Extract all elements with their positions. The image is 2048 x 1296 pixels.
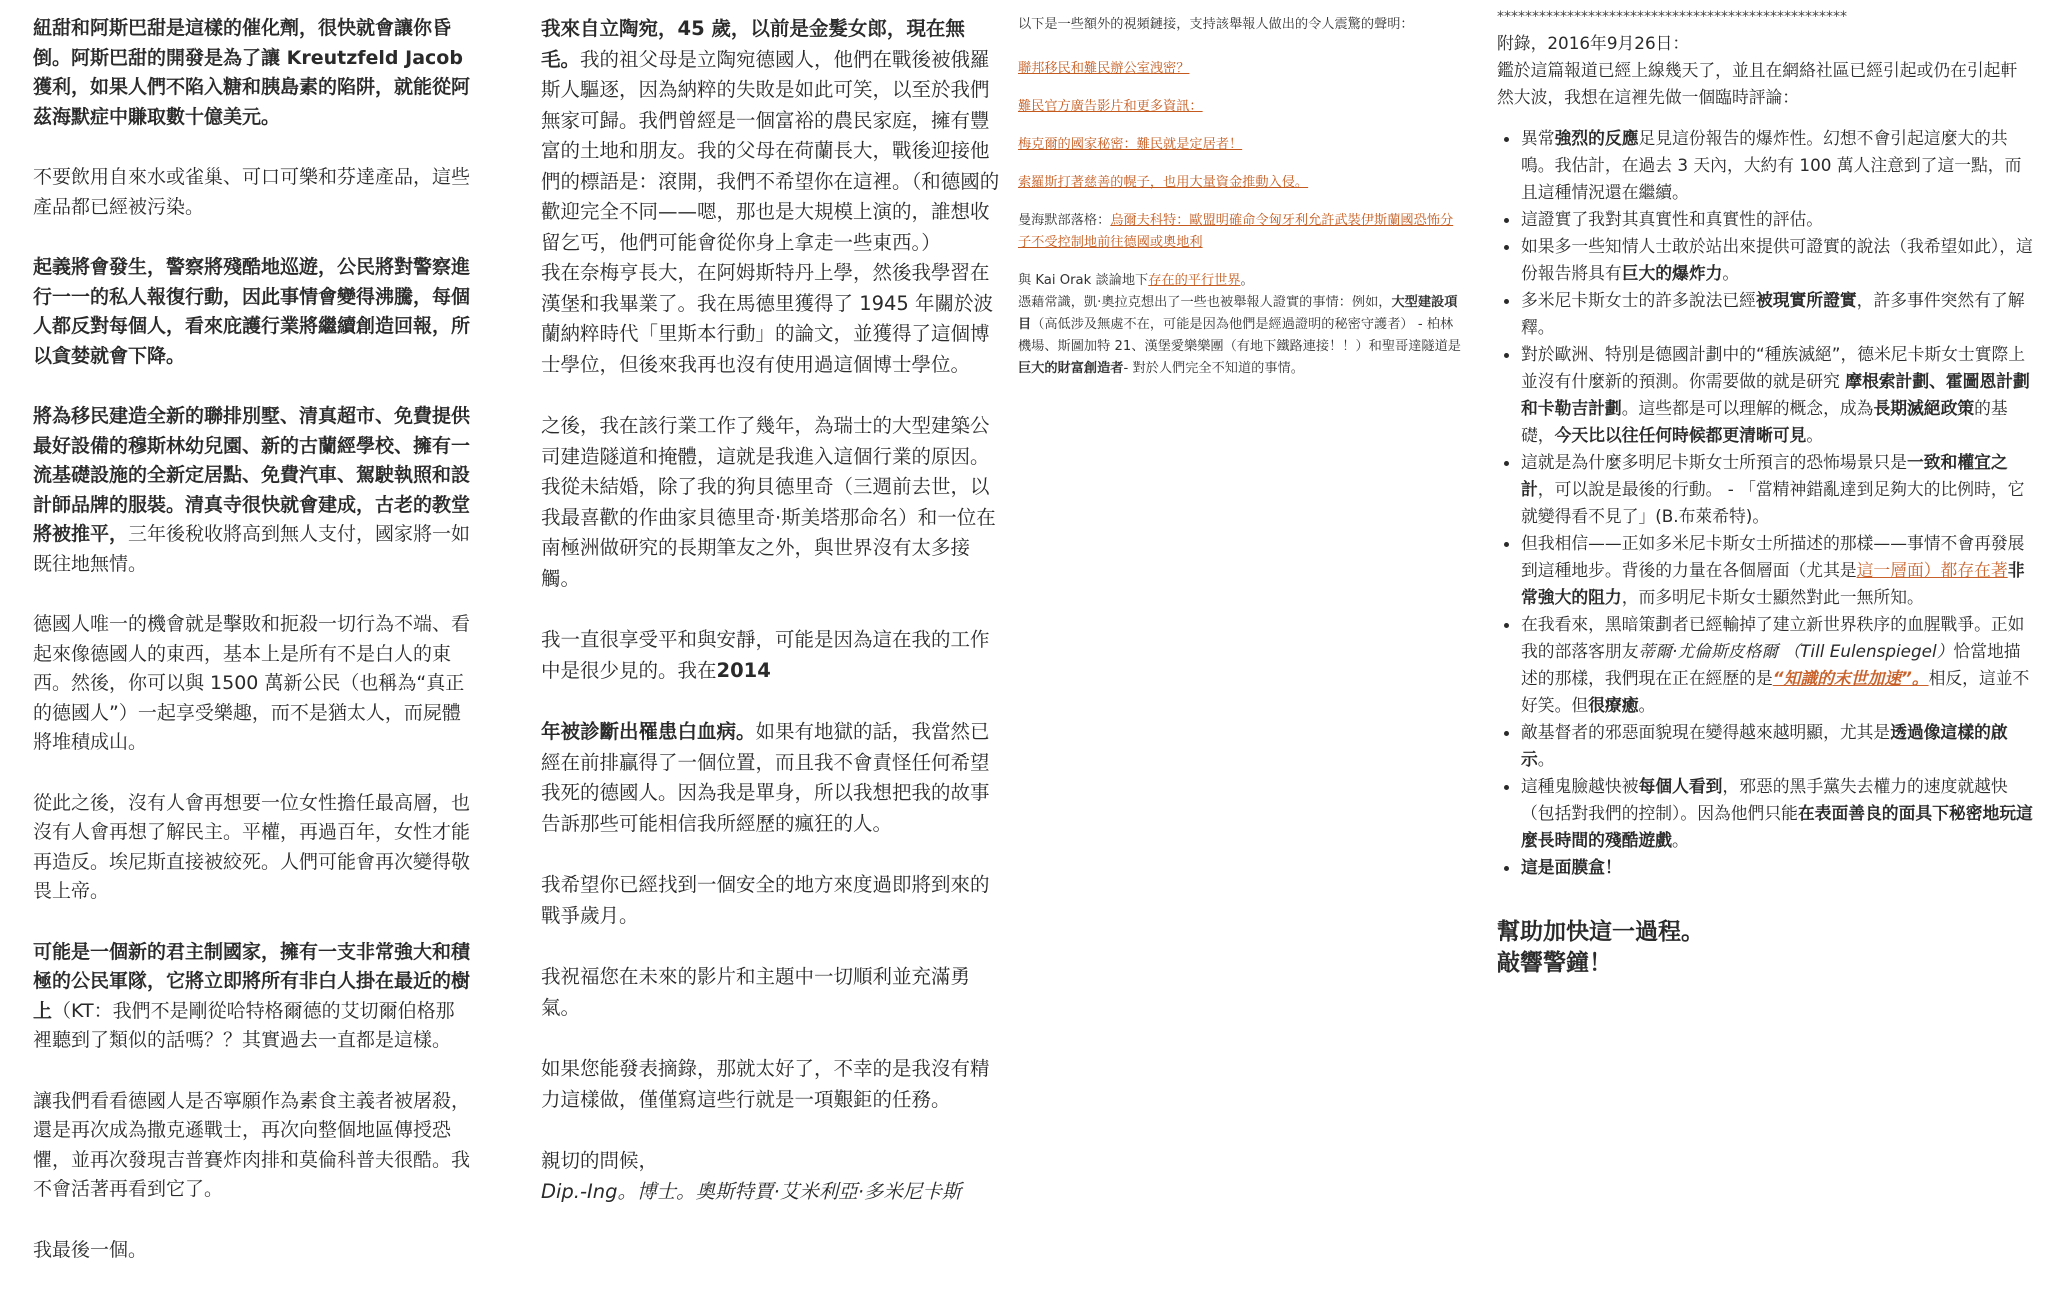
text: ，許多事件突然有了解釋。 xyxy=(1521,290,2025,337)
text: 但我相信——正如多米尼卡斯女士所描述的那樣——事情不會再發展到這種地步。背後的力量在各個層面（尤其是 xyxy=(1521,533,2025,580)
text: 如果有地獄的話，我當然已經在前排贏得了一個位置，而且我不會責怪任何希望我死的德國人。因為我是單身，所以我想把我的故事告訴那些可能相信我所經歷的瘋狂的人。 xyxy=(541,720,990,835)
list-item xyxy=(1521,611,2033,719)
text: 在我看來，黑暗策劃者已經輸掉了建立新世界秩序的血腥戰爭。正如我的部落客朋友 xyxy=(1521,614,2025,661)
paragraph: 德國人唯一的機會就是擊敗和扼殺一切行為不端、看起來像德國人的東西，基本上是所有不是白人的東西。然後，你可以與 1500 萬新公民（也稱為“真正的德國人”）一起享受樂趣，而不是猶太人，而屍體將堆積成山。 xyxy=(33,613,471,753)
list-item xyxy=(1521,719,2033,773)
appendix-heading: 附錄，2016年9月26日： xyxy=(1497,33,1690,53)
bold-text: 摩根索計劃、霍圖恩計劃和卡勒吉計劃 xyxy=(1521,371,2030,418)
list-item xyxy=(1521,449,2033,530)
paragraph: 我希望你已經找到一個安全的地方來度過即將到來的戰爭歲月。 xyxy=(541,873,990,927)
bold-text: 巨大的財富創造者 xyxy=(1018,361,1124,376)
bold-text: 被現實所證實 xyxy=(1755,290,1857,310)
paragraph: 我祝福您在未來的影片和主題中一切順利並充滿勇氣。 xyxy=(541,965,971,1019)
bold-text: 長期滅絕政策 xyxy=(1873,398,1975,418)
bold-text: 在表面善良的面具下秘密地玩這麼長時間的殘酷遊戲 xyxy=(1521,803,2033,850)
text: 。 xyxy=(1672,830,1689,850)
text: 這就是為什麼多明尼卡斯女士所預言的恐怖場景只是 xyxy=(1521,452,1907,472)
bold-text: 我來自立陶宛，45 歲，以前是金髮女郎，現在無毛。 xyxy=(541,17,965,71)
column-2 xyxy=(541,14,1003,1207)
list-item xyxy=(1521,773,2033,854)
list-item xyxy=(1521,530,2033,611)
paragraph xyxy=(33,402,473,579)
paragraph: 我最後一個。 xyxy=(33,1238,148,1261)
closing-line: 敲響警鐘！ xyxy=(1497,950,1612,976)
text: - 對於人們完全不知道的事情。 xyxy=(1123,361,1304,376)
paragraph xyxy=(541,717,1003,839)
comment-list xyxy=(1497,125,2033,881)
list-item xyxy=(1521,125,2033,206)
text: 恰當地描述的那樣，我們現在正在經歷的是 xyxy=(1521,641,2021,688)
text: （KT：我們不是剛從哈特格爾德的艾切爾伯格那裡聽到了類似的話嗎？？其實過去一直都是這樣。 xyxy=(33,999,455,1051)
link-item xyxy=(1018,58,1464,80)
link-item xyxy=(1018,172,1464,194)
text: 。這些都是可以理解的概念，成為 xyxy=(1621,398,1874,418)
column-4 xyxy=(1497,8,2033,979)
text: 三年後稅收將高到無人支付，國家將一如既往地無情。 xyxy=(33,523,471,575)
bold-text: 透過像這樣的啟示 xyxy=(1521,722,2008,769)
text: 。 xyxy=(1240,273,1254,288)
separator-stars: ************************************************** xyxy=(1497,9,1847,25)
bold-text: 年被診斷出罹患白血病。 xyxy=(541,720,756,743)
column-3 xyxy=(1018,14,1464,380)
paragraph: 從此之後，沒有人會再想要一位女性擔任最高層，也沒有人會再想了解民主。平權，再過百年，女性才能再造反。埃尼斯直接被絞死。人們可能會再次變得敬畏上帝。 xyxy=(33,791,471,902)
bold-text: 非常強大的阻力 xyxy=(1521,560,2025,607)
text: 。 xyxy=(1806,425,1824,445)
text: 異常 xyxy=(1521,128,1555,148)
text: 如果多一些知情人士敢於站出來提供可證實的說法（我希望如此），這份報告將具有 xyxy=(1521,236,2033,283)
list-item: • 這證實了我對其真實性和真實性的評估。 xyxy=(1521,206,2033,233)
bold-text: 巨大的爆炸力 xyxy=(1621,263,1723,283)
text: ，邪惡的黑手黨失去權力的速度就越快（包括對我們的控制）。因為他們只能 xyxy=(1521,776,2008,823)
paragraph: 不要飲用自來水或雀巢、可口可樂和芬達產品，這些產品都已經被污染。 xyxy=(33,166,471,218)
text: （高低涉及無處不在，可能是因為他們是經過證明的秘密守護者） - 柏林機場、斯圖加特 21、漢堡愛樂樂團（有地下鐵路連接！！）和聖哥達隧道是 xyxy=(1018,317,1461,354)
text: 我在奈梅亨長大，在阿姆斯特丹上學，然後我學習在漢堡和我畢業了。我在馬德里獲得了 1945 年關於波蘭納粹時代「里斯本行動」的論文，並獲得了這個博士學位，但後來我再也沒有使用過這個博士學位。 xyxy=(541,261,994,376)
link-parallel-world[interactable]: 存在的平行世界 xyxy=(1148,273,1241,288)
bold-text: 每個人看到 xyxy=(1638,776,1723,796)
text: 我的祖父母是立陶宛德國人，他們在戰後被俄羅斯人驅逐，因為納粹的失敗是如此可笑，以至於我們無家可歸。我們曾經是一個富裕的農民家庭，擁有豐富的土地和朋友。我的父母在荷蘭長大，戰後迎接他們的標語是：滾開，我們不希望你在這裡。（和德國的歡迎完全不同——嗯，那也是大規模上演的，誰想收留乞丐，他們可能會從你身上拿走一些東西。） xyxy=(541,47,1000,254)
text: 憑藉常識，凱·奧拉克想出了一些也被舉報人證實的事情：例如， xyxy=(1018,295,1392,310)
link-refugee-video[interactable]: 難民官方廣告影片和更多資訊： xyxy=(1018,99,1203,114)
text: 足見這份報告的爆炸性。幻想不會引起這麼大的共鳴。我估計，在過去 3 天內，大約有 100 萬人注意到了這一點，而且這種情況還在繼續。 xyxy=(1521,128,2022,202)
bold-text: 將為移民建造全新的聯排別墅、清真超市、免費提供最好設備的穆斯林幼兒園、新的古蘭經學校、擁有一流基礎設施的全新定居點、免費汽車、駕駛執照和設計師品牌的服裝。清真寺很快就會建成，古老的教堂將被推平， xyxy=(33,405,471,545)
link-ulfkotte[interactable]: 烏爾夫科特：歐盟明確命令匈牙利允許武裝伊斯蘭國恐怖分子不受控制地前往德國或奧地利 xyxy=(1018,213,1454,250)
paragraph xyxy=(33,938,473,1056)
paragraph: 紐甜和阿斯巴甜是這樣的催化劑，很快就會讓你昏倒。阿斯巴甜的開發是為了讓 Kreutzfeld Jacob 獲利，如果人們不陷入糖和胰島素的陷阱，就能從阿茲海默症中賺取數十億美元。 xyxy=(33,17,471,128)
appendix-intro: 鑑於這篇報道已經上線幾天了，並且在網絡社區已經引起或仍在引起軒然大波，我想在這裡先做一個臨時評論： xyxy=(1497,60,2018,107)
bold-text: 很療癒 xyxy=(1588,695,1639,715)
closing-line: 幫助加快這一過程。 xyxy=(1497,919,1704,945)
bold-text: 可能是一個新的君主制國家，擁有一支非常強大和積極的公民軍隊，它將立即將所有非白人掛在最近的樹上 xyxy=(33,940,471,1022)
closing-call xyxy=(1497,917,2033,979)
text: 敵基督者的邪惡面貌現在變得越來越明顯，尤其是 xyxy=(1521,722,1891,742)
paragraph: 讓我們看看德國人是否寧願作為素食主義者被屠殺，還是再次成為撒克遜戰士，再次向整個地區傳授恐懼，並再次發現吉普賽炸肉排和莫倫科普夫很酷。我不會活著再看到它了。 xyxy=(33,1089,471,1200)
blog-item xyxy=(1018,210,1464,254)
text: 相反，這並不好笑。但 xyxy=(1521,668,2030,715)
link-this-level[interactable]: 這一層面）都存在著 xyxy=(1856,560,2008,580)
column-1 xyxy=(33,14,473,1296)
paragraph: 之後，我在該行業工作了幾年，為瑞士的大型建築公司建造隧道和掩體，這就是我進入這個行業的原因。我從未結婚，除了我的狗貝德里奇（三週前去世，以我最喜歡的作曲家貝德里奇·斯美塔那命名）和一位在南極洲做研究的長期筆友之外，與世界沒有太多接觸。 xyxy=(541,414,996,590)
bold-text: 2014 xyxy=(716,658,771,682)
text: 與 Kai Orak 談論地下 xyxy=(1018,273,1149,288)
link-item xyxy=(1018,96,1464,118)
list-item: • 這是面膜盒！ xyxy=(1521,854,2033,881)
text: 這種鬼臉越快被 xyxy=(1521,776,1639,796)
link-item xyxy=(1018,134,1464,156)
closing: 親切的問候， xyxy=(541,1149,659,1172)
link-soros[interactable]: 索羅斯打著慈善的幌子，也用大量資金推動入侵。 xyxy=(1018,175,1309,190)
link-knowledge-acceleration[interactable]: “知識的末世加速”。 xyxy=(1772,668,1929,688)
blog-label: 曼海默部落格： xyxy=(1018,213,1111,228)
text: ，可以說是最後的行動。 - 「當精神錯亂達到足夠大的比例時，它就變得看不見了」(B.布萊希特)。 xyxy=(1521,479,2025,526)
bold-text: 一致和權宜之計 xyxy=(1521,452,2008,499)
links-intro: 以下是一些額外的視頻鏈接，支持該舉報人做出的令人震驚的聲明： xyxy=(1018,17,1414,32)
text: 多米尼卡斯女士的許多說法已經 xyxy=(1521,290,1756,310)
signature-name: Dip.-Ing。博士。奧斯特賈·艾米利亞·多米尼卡斯 xyxy=(541,1179,962,1203)
link-bamf-leak[interactable]: 聯邦移民和難民辦公室洩密？ xyxy=(1018,61,1190,76)
text: 。 xyxy=(1722,263,1740,283)
paragraph: 如果您能發表摘錄，那就太好了，不幸的是我沒有精力這樣做，僅僅寫這些行就是一項艱鉅的任務。 xyxy=(541,1057,990,1111)
text: 的基礎， xyxy=(1521,398,2008,445)
list-item xyxy=(1521,233,2033,287)
bold-text: 強烈的反應 xyxy=(1554,128,1639,148)
paragraph: 起義將會發生，警察將殘酷地巡遊，公民將對警察進行一一的私人報復行動，因此事情會變得沸騰，每個人都反對每個人，看來庇護行業將繼續創造回報，所以貪婪就會下降。 xyxy=(33,256,471,367)
text: 我一直很享受平和與安靜，可能是因為這在我的工作中是很少見的。我在 xyxy=(541,628,990,682)
text: 。 xyxy=(1537,749,1555,769)
link-merkel-secret[interactable]: 梅克爾的國家秘密：難民就是定居者！ xyxy=(1018,137,1243,152)
bold-text: 今天比以往任何時候都更清晰可見 xyxy=(1554,425,1807,445)
text: 對於歐洲、特別是德國計劃中的“種族滅絕”，德米尼卡斯女士實際上並沒有什麼新的預測。你需要做的就是研究 xyxy=(1521,344,2026,391)
kai-paragraph xyxy=(1018,270,1464,380)
text: 。 xyxy=(1638,695,1656,715)
bold-text: 大型建設項目 xyxy=(1018,295,1458,332)
list-item xyxy=(1521,341,2033,449)
paragraph xyxy=(541,14,1003,380)
list-item xyxy=(1521,287,2033,341)
paragraph xyxy=(541,625,1003,686)
italic-text: 蒂爾·尤倫斯皮格爾 （Till Eulenspiegel） xyxy=(1638,641,1954,661)
text: ，而多明尼卡斯女士顯然對此一無所知。 xyxy=(1621,587,1924,607)
